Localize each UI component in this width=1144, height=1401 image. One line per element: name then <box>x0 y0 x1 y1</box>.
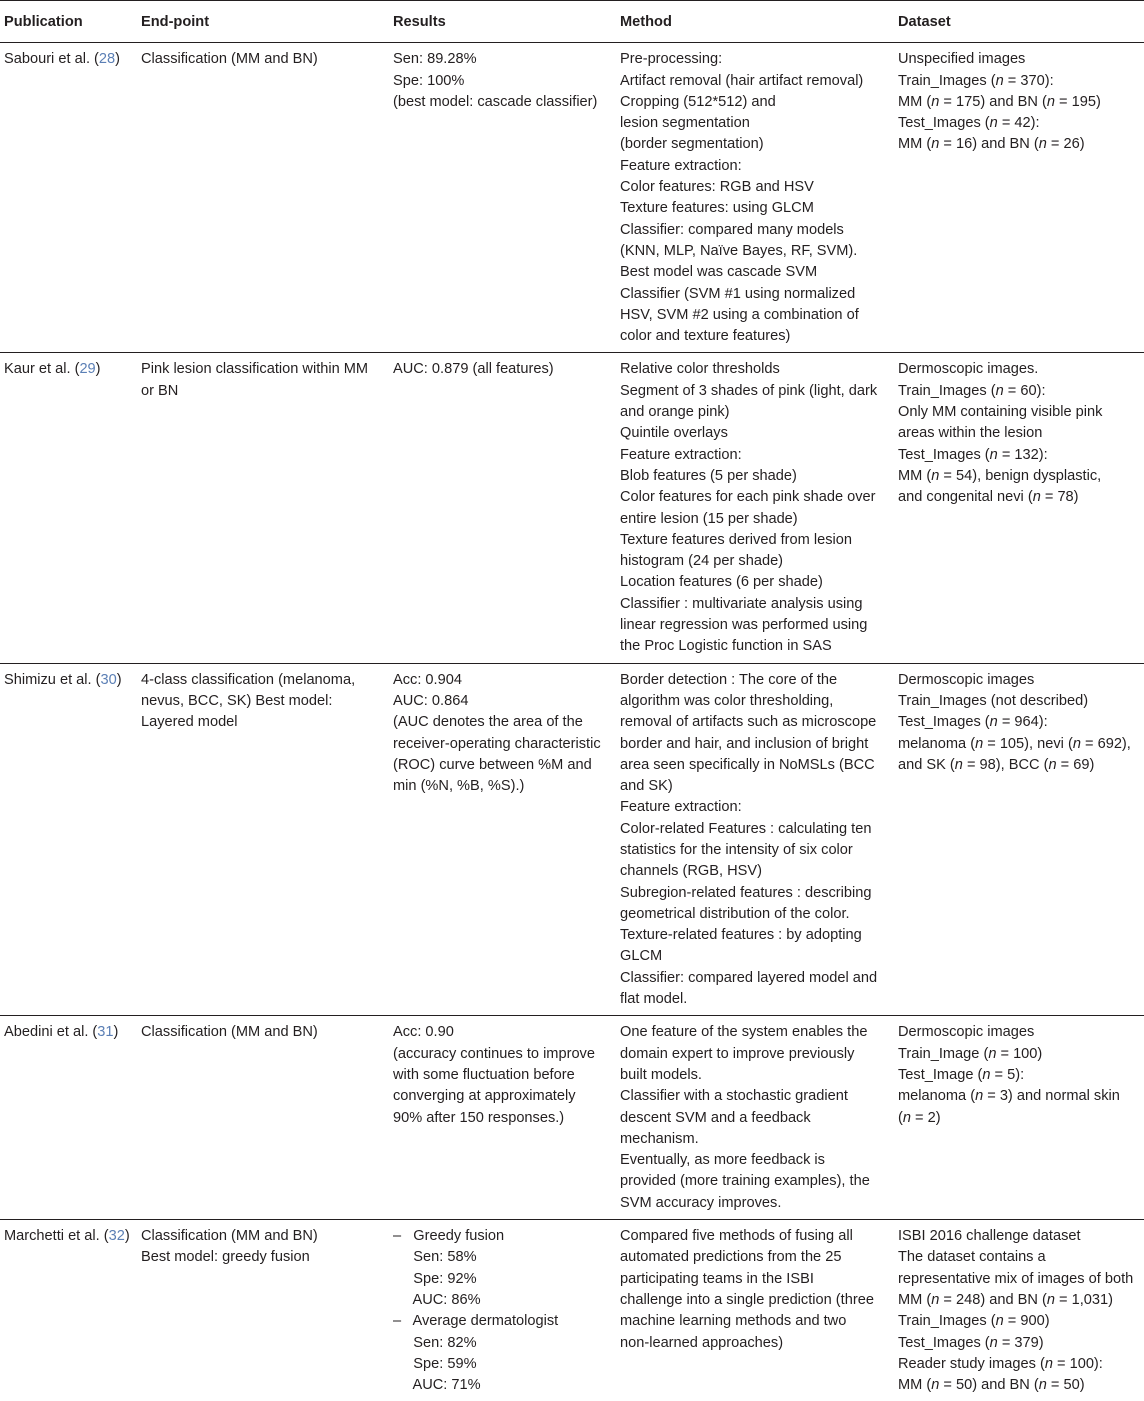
results-line: – Average dermatologist <box>393 1313 559 1330</box>
method-line: machine learning methods and two <box>620 1313 847 1330</box>
results-line: – Greedy fusion <box>393 1228 505 1245</box>
endpoint-cell <box>137 663 389 1016</box>
reference-link[interactable]: 31 <box>97 1024 114 1041</box>
method-line: Color features: RGB and HSV <box>620 179 814 196</box>
method-line: histogram (24 per shade) <box>620 553 784 570</box>
publication-close: ) <box>95 361 101 378</box>
results-line: (best model: cascade classifier) <box>393 93 598 110</box>
dataset-line: Train_Images (n = 370): <box>898 72 1054 89</box>
dataset-line: MM (n = 50) and BN (n = 50) <box>898 1377 1085 1394</box>
endpoint-cell <box>137 1016 389 1220</box>
dataset-line: ISBI 2016 challenge dataset <box>898 1228 1081 1245</box>
dataset-line: Test_Image (n = 5): <box>898 1066 1025 1083</box>
dataset-line: Dermoscopic images <box>898 1024 1035 1041</box>
method-line: Classifier (SVM #1 using normalized <box>620 285 856 302</box>
publication-name: Shimizu et al. ( <box>4 671 101 688</box>
method-cell <box>616 43 894 353</box>
endpoint-line: Classification (MM and BN) <box>141 51 318 68</box>
dataset-line: The dataset contains a <box>898 1249 1046 1266</box>
endpoint-line: Classification (MM and BN) <box>141 1228 318 1245</box>
results-line: AUC: 0.879 (all features) <box>393 361 554 378</box>
method-line: linear regression was performed using <box>620 617 868 634</box>
publication-close: ) <box>116 671 122 688</box>
method-line: Classifier with a stochastic gradient <box>620 1088 848 1105</box>
method-cell <box>616 1016 894 1220</box>
dataset-line: Test_Images (n = 132): <box>898 446 1048 463</box>
publication-cell <box>0 43 137 353</box>
method-line: provided (more training examples), the <box>620 1173 870 1190</box>
method-line: border and hair, and inclusion of bright <box>620 735 869 752</box>
method-line: Feature extraction: <box>620 799 742 816</box>
table-body <box>0 43 1144 1401</box>
header-row <box>0 1 1144 43</box>
results-cell <box>389 663 616 1016</box>
dataset-line: areas within the lesion <box>898 425 1043 442</box>
publication-name: Abedini et al. ( <box>4 1024 98 1041</box>
results-line: converging at approximately <box>393 1088 576 1105</box>
dataset-line: representative mix of images of both <box>898 1270 1134 1287</box>
results-cell <box>389 353 616 663</box>
header-endpoint: End-point <box>137 1 389 43</box>
method-line: HSV, SVM #2 using a combination of <box>620 306 859 323</box>
method-line: entire lesion (15 per shade) <box>620 510 798 527</box>
method-line: and orange pink) <box>620 404 730 421</box>
publication-name: Sabouri et al. ( <box>4 51 99 68</box>
method-line: geometrical distribution of the color. <box>620 905 850 922</box>
endpoint-line: nevus, BCC, SK) Best model: <box>141 692 333 709</box>
results-line: (AUC denotes the area of the <box>393 714 583 731</box>
endpoint-line: Pink lesion classification within MM <box>141 361 369 378</box>
dataset-line: MM (n = 248) and BN (n = 1,031) <box>898 1291 1113 1308</box>
dataset-line: Train_Image (n = 100) <box>898 1045 1043 1062</box>
method-line: Color features for each pink shade over <box>620 489 876 506</box>
publication-name: Marchetti et al. ( <box>4 1228 109 1245</box>
method-line: Best model was cascade SVM <box>620 264 818 281</box>
dataset-line: MM (n = 175) and BN (n = 195) <box>898 93 1101 110</box>
dataset-cell <box>894 1016 1144 1220</box>
method-line: GLCM <box>620 948 663 965</box>
method-line: Texture features derived from lesion <box>620 531 852 548</box>
results-line: receiver-operating characteristic <box>393 735 601 752</box>
method-line: Artifact removal (hair artifact removal) <box>620 72 864 89</box>
publication-cell <box>0 1220 137 1401</box>
table-row <box>0 353 1144 663</box>
dataset-line: Train_Images (n = 60): <box>898 382 1046 399</box>
table-row <box>0 1016 1144 1220</box>
results-line: Spe: 100% <box>393 72 465 89</box>
results-line: AUC: 0.864 <box>393 692 469 709</box>
reference-link[interactable]: 30 <box>100 671 117 688</box>
results-line: min (%N, %B, %S).) <box>393 778 525 795</box>
method-line: Feature extraction: <box>620 446 742 463</box>
method-line: color and texture features) <box>620 328 791 345</box>
dataset-line: Train_Images (not described) <box>898 692 1089 709</box>
method-cell <box>616 663 894 1016</box>
method-line: Texture-related features : by adopting <box>620 927 862 944</box>
endpoint-line: Classification (MM and BN) <box>141 1024 318 1041</box>
table-row <box>0 663 1144 1016</box>
dataset-line: and congenital nevi (n = 78) <box>898 489 1079 506</box>
publication-close: ) <box>124 1228 130 1245</box>
method-line: Classifier: compared many models <box>620 221 844 238</box>
header-dataset: Dataset <box>894 1 1144 43</box>
results-line: Sen: 58% <box>393 1249 477 1266</box>
method-line: the Proc Logistic function in SAS <box>620 638 832 655</box>
publication-cell <box>0 353 137 663</box>
method-line: Pre-processing: <box>620 51 723 68</box>
dataset-cell <box>894 353 1144 663</box>
header-method: Method <box>616 1 894 43</box>
endpoint-line: Best model: greedy fusion <box>141 1249 310 1266</box>
results-line: 90% after 150 responses.) <box>393 1109 565 1126</box>
endpoint-cell <box>137 353 389 663</box>
results-line: Acc: 0.904 <box>393 671 462 688</box>
method-line: automated predictions from the 25 <box>620 1249 842 1266</box>
method-line: and SK) <box>620 778 673 795</box>
table-header <box>0 1 1144 43</box>
method-line: Segment of 3 shades of pink (light, dark <box>620 382 878 399</box>
method-line: domain expert to improve previously <box>620 1045 855 1062</box>
dataset-line: Dermoscopic images. <box>898 361 1039 378</box>
method-line: algorithm was color thresholding, <box>620 692 834 709</box>
dataset-line: melanoma (n = 105), nevi (n = 692), <box>898 735 1131 752</box>
endpoint-line: 4-class classification (melanoma, <box>141 671 356 688</box>
method-line: Classifier : multivariate analysis using <box>620 595 863 612</box>
method-line: Location features (6 per shade) <box>620 574 823 591</box>
method-cell <box>616 353 894 663</box>
method-line: Color-related Features : calculating ten <box>620 820 872 837</box>
dataset-cell <box>894 43 1144 353</box>
method-line: statistics for the intensity of six color <box>620 841 853 858</box>
method-line: Cropping (512*512) and <box>620 93 776 110</box>
results-line: Spe: 92% <box>393 1270 477 1287</box>
results-line: Sen: 82% <box>393 1334 477 1351</box>
dataset-line: and SK (n = 98), BCC (n = 69) <box>898 756 1095 773</box>
dataset-cell <box>894 1220 1144 1401</box>
dataset-line: (n = 2) <box>898 1109 941 1126</box>
header-results: Results <box>389 1 616 43</box>
dataset-line: Train_Images (n = 900) <box>898 1313 1050 1330</box>
dataset-line: Test_Images (n = 379) <box>898 1334 1044 1351</box>
method-line: area seen specifically in NoMSLs (BCC <box>620 756 875 773</box>
results-cell <box>389 43 616 353</box>
results-line: AUC: 71% <box>393 1377 481 1394</box>
method-line: lesion segmentation <box>620 115 750 132</box>
dataset-line: Only MM containing visible pink <box>898 404 1103 421</box>
method-line: Texture features: using GLCM <box>620 200 814 217</box>
method-line: mechanism. <box>620 1130 699 1147</box>
header-publication: Publication <box>0 1 137 43</box>
dataset-line: MM (n = 54), benign dysplastic, <box>898 467 1102 484</box>
endpoint-cell <box>137 43 389 353</box>
method-line: Subregion-related features : describing <box>620 884 872 901</box>
results-line: (ROC) curve between %M and <box>393 756 592 773</box>
dataset-line: melanoma (n = 3) and normal skin <box>898 1088 1120 1105</box>
reference-link[interactable]: 32 <box>108 1228 125 1245</box>
results-line: Acc: 0.90 <box>393 1024 454 1041</box>
table-row <box>0 1220 1144 1401</box>
method-line: Relative color thresholds <box>620 361 780 378</box>
method-line: Eventually, as more feedback is <box>620 1152 825 1169</box>
method-line: removal of artifacts such as microscope <box>620 714 877 731</box>
endpoint-line: or BN <box>141 382 179 399</box>
results-line: Spe: 59% <box>393 1355 477 1372</box>
method-line: participating teams in the ISBI <box>620 1270 814 1287</box>
method-line: Feature extraction: <box>620 157 742 174</box>
publication-cell <box>0 1016 137 1220</box>
results-line: with some fluctuation before <box>393 1066 575 1083</box>
results-line: AUC: 86% <box>393 1291 481 1308</box>
method-line: flat model. <box>620 991 688 1008</box>
results-cell <box>389 1220 616 1401</box>
method-line: descent SVM and a feedback <box>620 1109 811 1126</box>
dataset-line: MM (n = 16) and BN (n = 26) <box>898 136 1085 153</box>
table-row <box>0 43 1144 353</box>
method-line: built models. <box>620 1066 702 1083</box>
reference-link[interactable]: 29 <box>79 361 96 378</box>
results-line: Sen: 89.28% <box>393 51 477 68</box>
method-line: One feature of the system enables the <box>620 1024 868 1041</box>
method-line: Border detection : The core of the <box>620 671 838 688</box>
results-cell <box>389 1016 616 1220</box>
method-line: Compared five methods of fusing all <box>620 1228 853 1245</box>
method-line: channels (RGB, HSV) <box>620 863 762 880</box>
method-line: Blob features (5 per shade) <box>620 467 797 484</box>
method-line: (KNN, MLP, Naïve Bayes, RF, SVM). <box>620 242 858 259</box>
method-line: non-learned approaches) <box>620 1334 784 1351</box>
method-line: SVM accuracy improves. <box>620 1194 782 1211</box>
publication-name: Kaur et al. ( <box>4 361 80 378</box>
dataset-line: Test_Images (n = 42): <box>898 115 1040 132</box>
method-line: Classifier: compared layered model and <box>620 969 878 986</box>
results-line: (accuracy continues to improve <box>393 1045 595 1062</box>
publication-close: ) <box>113 1024 119 1041</box>
publication-close: ) <box>115 51 121 68</box>
dataset-line: Dermoscopic images <box>898 671 1035 688</box>
method-line: challenge into a single prediction (three <box>620 1291 874 1308</box>
endpoint-cell <box>137 1220 389 1401</box>
reference-link[interactable]: 28 <box>98 51 116 68</box>
method-line: Quintile overlays <box>620 425 728 442</box>
method-line: (border segmentation) <box>620 136 764 153</box>
endpoint-line: Layered model <box>141 714 238 731</box>
dataset-line: Test_Images (n = 964): <box>898 714 1048 731</box>
dataset-line: Reader study images (n = 100): <box>898 1355 1103 1372</box>
publication-cell <box>0 663 137 1016</box>
dataset-cell <box>894 663 1144 1016</box>
method-cell <box>616 1220 894 1401</box>
dataset-line: Unspecified images <box>898 51 1026 68</box>
